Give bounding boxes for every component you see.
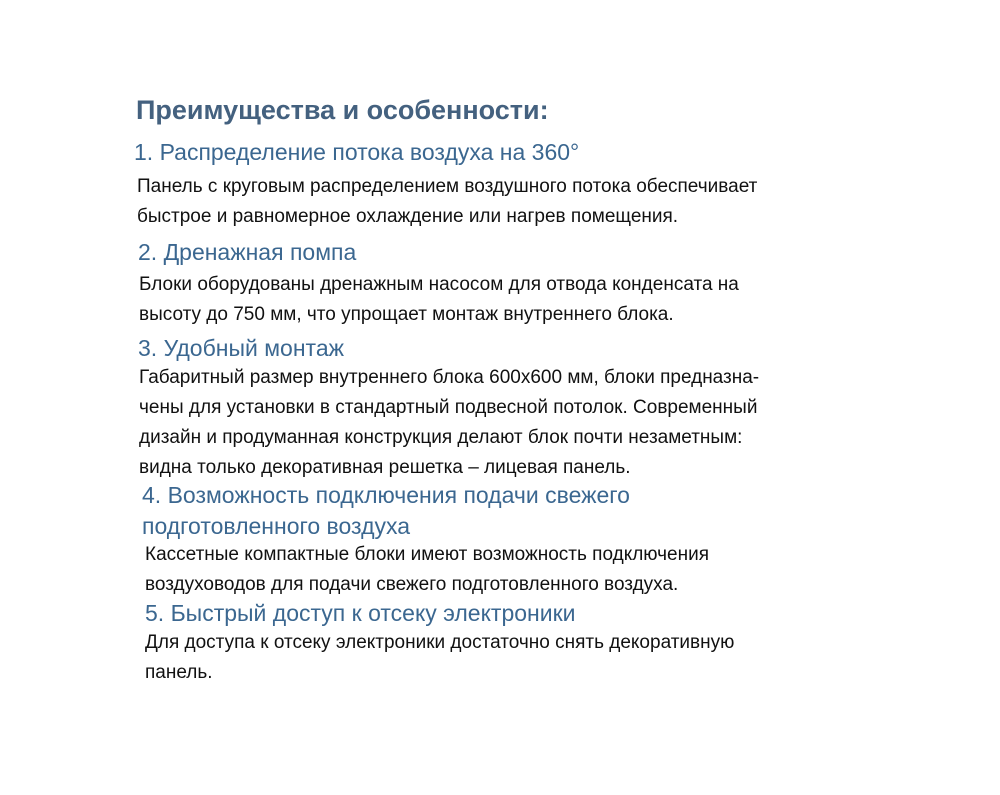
section-3-text-line-3: дизайн и продуманная конструкция делают блок почти незаметным: <box>139 427 743 448</box>
section-4-text-line-2: воздуховодов для подачи свежего подготовленного воздуха. <box>145 574 679 595</box>
section-4-text <box>145 540 709 600</box>
section-3-text-line-4: видна только декоративная решетка – лицевая панель. <box>139 457 631 478</box>
section-4-text-line-1: Кассетные компактные блоки имеют возможность подключения <box>145 544 709 565</box>
section-4-title <box>142 480 630 542</box>
section-5-text <box>145 628 734 688</box>
section-4-title-line-1: 4. Возможность подключения подачи свежего <box>142 482 630 508</box>
section-2-title: 2. Дренажная помпа <box>138 239 357 265</box>
section-3-text-line-2: чены для установки в стандартный подвесной потолок. Современный <box>139 397 758 418</box>
section-2-text-line-1: Блоки оборудованы дренажным насосом для отвода конденсата на <box>139 274 739 295</box>
section-1-text-line-1: Панель с круговым распределением воздушного потока обеспечивает <box>137 176 758 197</box>
section-2-text-line-2: высоту до 750 мм, что упрощает монтаж внутреннего блока. <box>139 304 674 325</box>
section-5-text-line-2: панель. <box>145 662 213 683</box>
page-title: Преимущества и особенности: <box>136 95 549 125</box>
section-2-text <box>139 270 739 330</box>
section-1-text-line-2: быстрое и равномерное охлаждение или нагрев помещения. <box>137 206 679 227</box>
section-3-text-line-1: Габаритный размер внутреннего блока 600х600 мм, блоки предназна- <box>139 367 760 388</box>
section-5-title: 5. Быстрый доступ к отсеку электроники <box>145 600 576 626</box>
section-3-text <box>139 363 759 483</box>
section-5-text-line-1: Для доступа к отсеку электроники достаточно снять декоративную <box>145 632 735 653</box>
section-3-title: 3. Удобный монтаж <box>138 335 345 361</box>
section-1-title: 1. Распределение потока воздуха на 360° <box>134 139 580 165</box>
section-1-text <box>137 172 757 232</box>
section-4-title-line-2: подготовленного воздуха <box>142 513 411 539</box>
